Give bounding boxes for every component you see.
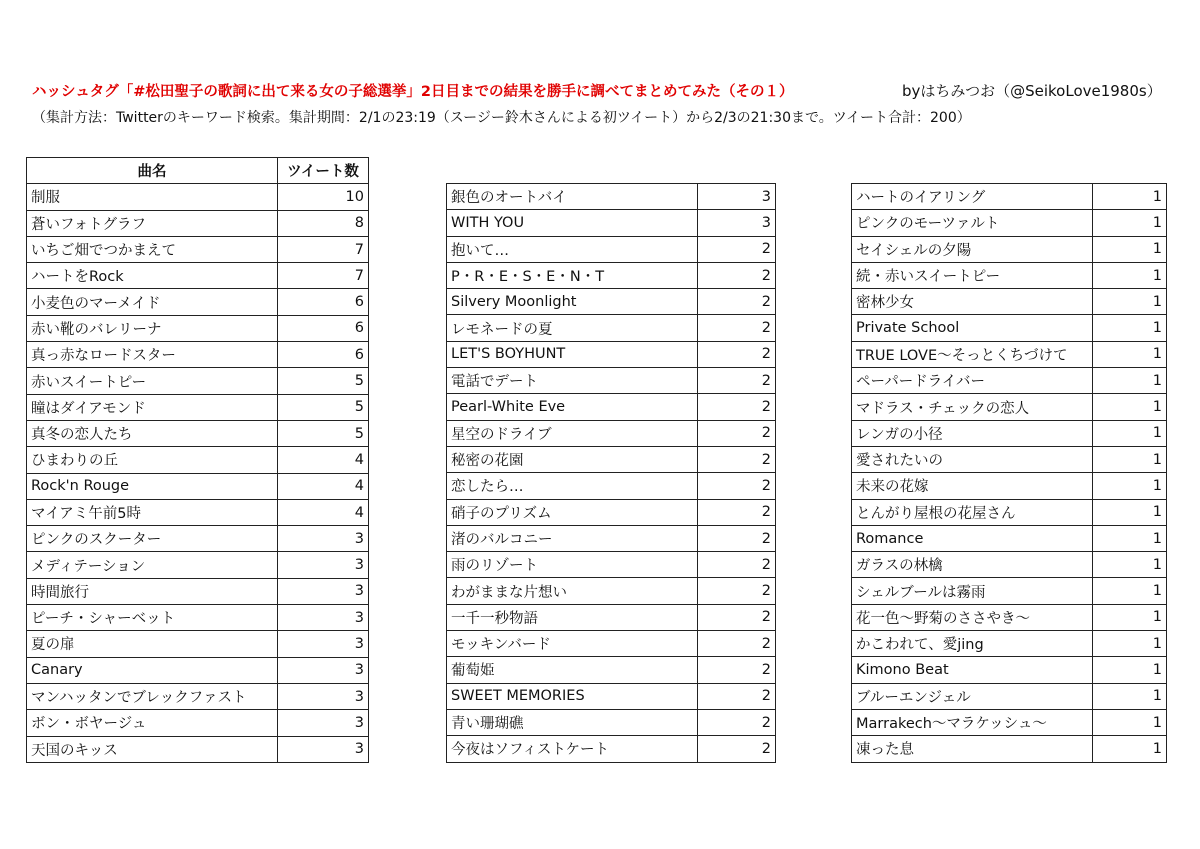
tweet-count-cell: 3 (278, 526, 369, 552)
ranking-table-2 (446, 183, 776, 763)
table-row (852, 709, 1167, 735)
song-title-cell: シェルブールは霧雨 (852, 578, 1093, 604)
table-row (27, 289, 369, 315)
table-row (852, 499, 1167, 525)
song-title-cell: Romance (852, 525, 1093, 551)
song-title-cell: Private School (852, 315, 1093, 341)
tweet-count-cell: 2 (698, 368, 776, 394)
table-row (27, 657, 369, 683)
table-row (447, 368, 776, 394)
table-row (447, 578, 776, 604)
table-row (852, 341, 1167, 367)
tweet-count-cell: 3 (278, 605, 369, 631)
table-row (447, 736, 776, 762)
song-title-cell: 続・赤いスイートピー (852, 262, 1093, 288)
table-row (27, 710, 369, 736)
tweet-count-cell: 1 (1093, 657, 1167, 683)
song-title-cell: 青い珊瑚礁 (447, 709, 698, 735)
tweet-count-cell: 2 (698, 262, 776, 288)
table-row (27, 736, 369, 762)
song-title-cell: わがままな片想い (447, 578, 698, 604)
song-title-cell: Canary (27, 657, 278, 683)
table-row (27, 368, 369, 394)
tweet-count-cell: 6 (278, 342, 369, 368)
table-row (852, 262, 1167, 288)
song-title-cell: かこわれて、愛jing (852, 631, 1093, 657)
table-row (852, 315, 1167, 341)
song-title-cell: Marrakech〜マラケッシュ〜 (852, 709, 1093, 735)
table-row (27, 210, 369, 236)
song-title-cell: 渚のバルコニー (447, 525, 698, 551)
song-title-cell: P・R・E・S・E・N・T (447, 262, 698, 288)
song-title-cell: いちご畑でつかまえて (27, 236, 278, 262)
table-row (447, 631, 776, 657)
song-title-cell: 凍った息 (852, 736, 1093, 762)
tweet-count-cell: 4 (278, 499, 369, 525)
song-title-cell: 電話でデート (447, 368, 698, 394)
song-title-cell: 愛されたいの (852, 446, 1093, 472)
tweet-count-cell: 4 (278, 447, 369, 473)
song-title-cell: セイシェルの夕陽 (852, 236, 1093, 262)
tweet-count-cell: 7 (278, 236, 369, 262)
song-title-cell: ハートのイアリング (852, 184, 1093, 210)
tweet-count-cell: 3 (278, 578, 369, 604)
table-row (27, 447, 369, 473)
count-column-header: ツイート数 (278, 158, 369, 184)
tweet-count-cell: 1 (1093, 289, 1167, 315)
table-row (447, 446, 776, 472)
table-row (27, 552, 369, 578)
song-title-cell: ペーパードライバー (852, 368, 1093, 394)
song-title-cell: ピーチ・シャーベット (27, 605, 278, 631)
table-row (447, 499, 776, 525)
tweet-count-cell: 1 (1093, 315, 1167, 341)
tweet-count-cell: 1 (1093, 736, 1167, 762)
table-row (447, 262, 776, 288)
table-row (852, 604, 1167, 630)
song-title-cell: ブルーエンジェル (852, 683, 1093, 709)
song-title-cell: WITH YOU (447, 210, 698, 236)
song-title-cell: 今夜はソフィストケート (447, 736, 698, 762)
song-title-cell: 恋したら… (447, 473, 698, 499)
song-column-header: 曲名 (27, 158, 278, 184)
table-row (27, 420, 369, 446)
tweet-count-cell: 1 (1093, 262, 1167, 288)
tweet-count-cell: 5 (278, 420, 369, 446)
song-title-cell: 抱いて… (447, 236, 698, 262)
tweet-count-cell: 1 (1093, 552, 1167, 578)
ranking-table-3 (851, 183, 1167, 763)
table-header-row (27, 158, 369, 184)
tweet-count-cell: 2 (698, 736, 776, 762)
song-title-cell: 蒼いフォトグラフ (27, 210, 278, 236)
song-title-cell: 制服 (27, 184, 278, 210)
song-title-cell: LET'S BOYHUNT (447, 341, 698, 367)
tweet-count-cell: 2 (698, 552, 776, 578)
tweet-count-cell: 2 (698, 236, 776, 262)
song-title-cell: 時間旅行 (27, 578, 278, 604)
song-title-cell: 未来の花嫁 (852, 473, 1093, 499)
tweet-count-cell: 2 (698, 525, 776, 551)
author-byline: byはちみつお（@SeikoLove1980s） (902, 82, 1162, 100)
song-title-cell: とんがり屋根の花屋さん (852, 499, 1093, 525)
song-title-cell: 銀色のオートバイ (447, 184, 698, 210)
song-title-cell: 真冬の恋人たち (27, 420, 278, 446)
song-title-cell: ピンクのスクーター (27, 526, 278, 552)
tweet-count-cell: 1 (1093, 184, 1167, 210)
song-title-cell: モッキンバード (447, 631, 698, 657)
table-row (852, 578, 1167, 604)
song-title-cell: 一千一秒物語 (447, 604, 698, 630)
tweet-count-cell: 1 (1093, 210, 1167, 236)
table-row (447, 210, 776, 236)
table-row (852, 552, 1167, 578)
table-row (852, 683, 1167, 709)
table-row (27, 315, 369, 341)
tweet-count-cell: 3 (698, 184, 776, 210)
table-row (447, 683, 776, 709)
tweet-count-cell: 4 (278, 473, 369, 499)
tweet-count-cell: 2 (698, 473, 776, 499)
tweet-count-cell: 2 (698, 709, 776, 735)
tweet-count-cell: 8 (278, 210, 369, 236)
tweet-count-cell: 2 (698, 499, 776, 525)
tweet-count-cell: 2 (698, 604, 776, 630)
song-title-cell: ひまわりの丘 (27, 447, 278, 473)
tweet-count-cell: 1 (1093, 368, 1167, 394)
song-title-cell: メディテーション (27, 552, 278, 578)
tweet-count-cell: 1 (1093, 631, 1167, 657)
song-title-cell: レンガの小径 (852, 420, 1093, 446)
table-row (447, 473, 776, 499)
table-row (27, 342, 369, 368)
song-title-cell: ガラスの林檎 (852, 552, 1093, 578)
tweet-count-cell: 1 (1093, 446, 1167, 472)
tweet-count-cell: 3 (278, 657, 369, 683)
tweet-count-cell: 7 (278, 263, 369, 289)
tweet-count-cell: 2 (698, 631, 776, 657)
tweet-count-cell: 2 (698, 420, 776, 446)
table-row (852, 446, 1167, 472)
table-row (447, 525, 776, 551)
song-title-cell: 硝子のプリズム (447, 499, 698, 525)
table-row (852, 236, 1167, 262)
table-row (447, 420, 776, 446)
table-row (447, 709, 776, 735)
table-row (852, 473, 1167, 499)
tweet-count-cell: 2 (698, 341, 776, 367)
table-row (447, 341, 776, 367)
table-row (852, 289, 1167, 315)
table-row (27, 184, 369, 210)
song-title-cell: 赤い靴のバレリーナ (27, 315, 278, 341)
table-row (27, 631, 369, 657)
song-title-cell: Kimono Beat (852, 657, 1093, 683)
table-row (852, 184, 1167, 210)
table-row (852, 525, 1167, 551)
song-title-cell: 秘密の花園 (447, 446, 698, 472)
song-title-cell: ボン・ボヤージュ (27, 710, 278, 736)
song-title-cell: Pearl-White Eve (447, 394, 698, 420)
song-title-cell: Silvery Moonlight (447, 289, 698, 315)
tweet-count-cell: 6 (278, 289, 369, 315)
song-title-cell: マドラス・チェックの恋人 (852, 394, 1093, 420)
song-title-cell: 葡萄姫 (447, 657, 698, 683)
table-row (27, 236, 369, 262)
tweet-count-cell: 1 (1093, 709, 1167, 735)
song-title-cell: 密林少女 (852, 289, 1093, 315)
song-title-cell: 赤いスイートピー (27, 368, 278, 394)
table-row (852, 736, 1167, 762)
song-title-cell: 瞳はダイアモンド (27, 394, 278, 420)
tweet-count-cell: 1 (1093, 525, 1167, 551)
tweet-count-cell: 2 (698, 315, 776, 341)
song-title-cell: 夏の扉 (27, 631, 278, 657)
tweet-count-cell: 3 (278, 683, 369, 709)
tweet-count-cell: 1 (1093, 420, 1167, 446)
tweet-count-cell: 3 (278, 736, 369, 762)
table-row (27, 499, 369, 525)
table-row (852, 631, 1167, 657)
song-title-cell: 天国のキッス (27, 736, 278, 762)
song-title-cell: Rock'n Rouge (27, 473, 278, 499)
table-row (447, 604, 776, 630)
table-row (447, 289, 776, 315)
table-row (852, 368, 1167, 394)
table-row (852, 420, 1167, 446)
tweet-count-cell: 5 (278, 368, 369, 394)
tweet-count-cell: 5 (278, 394, 369, 420)
tweet-count-cell: 1 (1093, 683, 1167, 709)
table-row (27, 526, 369, 552)
tweet-count-cell: 6 (278, 315, 369, 341)
song-title-cell: 雨のリゾート (447, 552, 698, 578)
song-title-cell: ピンクのモーツァルト (852, 210, 1093, 236)
table-row (447, 315, 776, 341)
table-row (447, 657, 776, 683)
tweet-count-cell: 2 (698, 578, 776, 604)
tweet-count-cell: 2 (698, 683, 776, 709)
tweet-count-cell: 2 (698, 394, 776, 420)
tweet-count-cell: 3 (698, 210, 776, 236)
song-title-cell: レモネードの夏 (447, 315, 698, 341)
table-row (27, 605, 369, 631)
table-row (27, 263, 369, 289)
tweet-count-cell: 3 (278, 552, 369, 578)
tweet-count-cell: 1 (1093, 578, 1167, 604)
tweet-count-cell: 1 (1093, 473, 1167, 499)
song-title-cell: マンハッタンでブレックファスト (27, 683, 278, 709)
table-row (852, 210, 1167, 236)
table-row (27, 394, 369, 420)
table-row (27, 578, 369, 604)
song-title-cell: 星空のドライブ (447, 420, 698, 446)
tweet-count-cell: 3 (278, 631, 369, 657)
tweet-count-cell: 1 (1093, 236, 1167, 262)
ranking-table-1 (26, 157, 369, 763)
table-row (447, 394, 776, 420)
table-row (852, 394, 1167, 420)
table-row (447, 184, 776, 210)
song-title-cell: ハートをRock (27, 263, 278, 289)
tweet-count-cell: 2 (698, 446, 776, 472)
tweet-count-cell: 10 (278, 184, 369, 210)
table-row (27, 683, 369, 709)
song-title-cell: 真っ赤なロードスター (27, 342, 278, 368)
table-row (27, 473, 369, 499)
song-title-cell: TRUE LOVE〜そっとくちづけて (852, 341, 1093, 367)
song-title-cell: 花一色〜野菊のささやき〜 (852, 604, 1093, 630)
song-title-cell: 小麦色のマーメイド (27, 289, 278, 315)
tweet-count-cell: 1 (1093, 341, 1167, 367)
tweet-count-cell: 2 (698, 657, 776, 683)
tweet-count-cell: 3 (278, 710, 369, 736)
song-title-cell: マイアミ午前5時 (27, 499, 278, 525)
tweet-count-cell: 1 (1093, 604, 1167, 630)
table-row (852, 657, 1167, 683)
table-row (447, 552, 776, 578)
page-title: ハッシュタグ「#松田聖子の歌詞に出て来る女の子総選挙」2日目までの結果を勝手に調べてまとめてみた（その１） (32, 84, 794, 100)
tweet-count-cell: 1 (1093, 394, 1167, 420)
method-note: （集計方法：Twitterのキーワード検索。集計期間：2/1の23:19（スージー鈴木さんによる初ツイート）から2/3の21:30まで。ツイート合計：200） (32, 110, 971, 126)
song-title-cell: SWEET MEMORIES (447, 683, 698, 709)
tweet-count-cell: 1 (1093, 499, 1167, 525)
table-row (447, 236, 776, 262)
tweet-count-cell: 2 (698, 289, 776, 315)
